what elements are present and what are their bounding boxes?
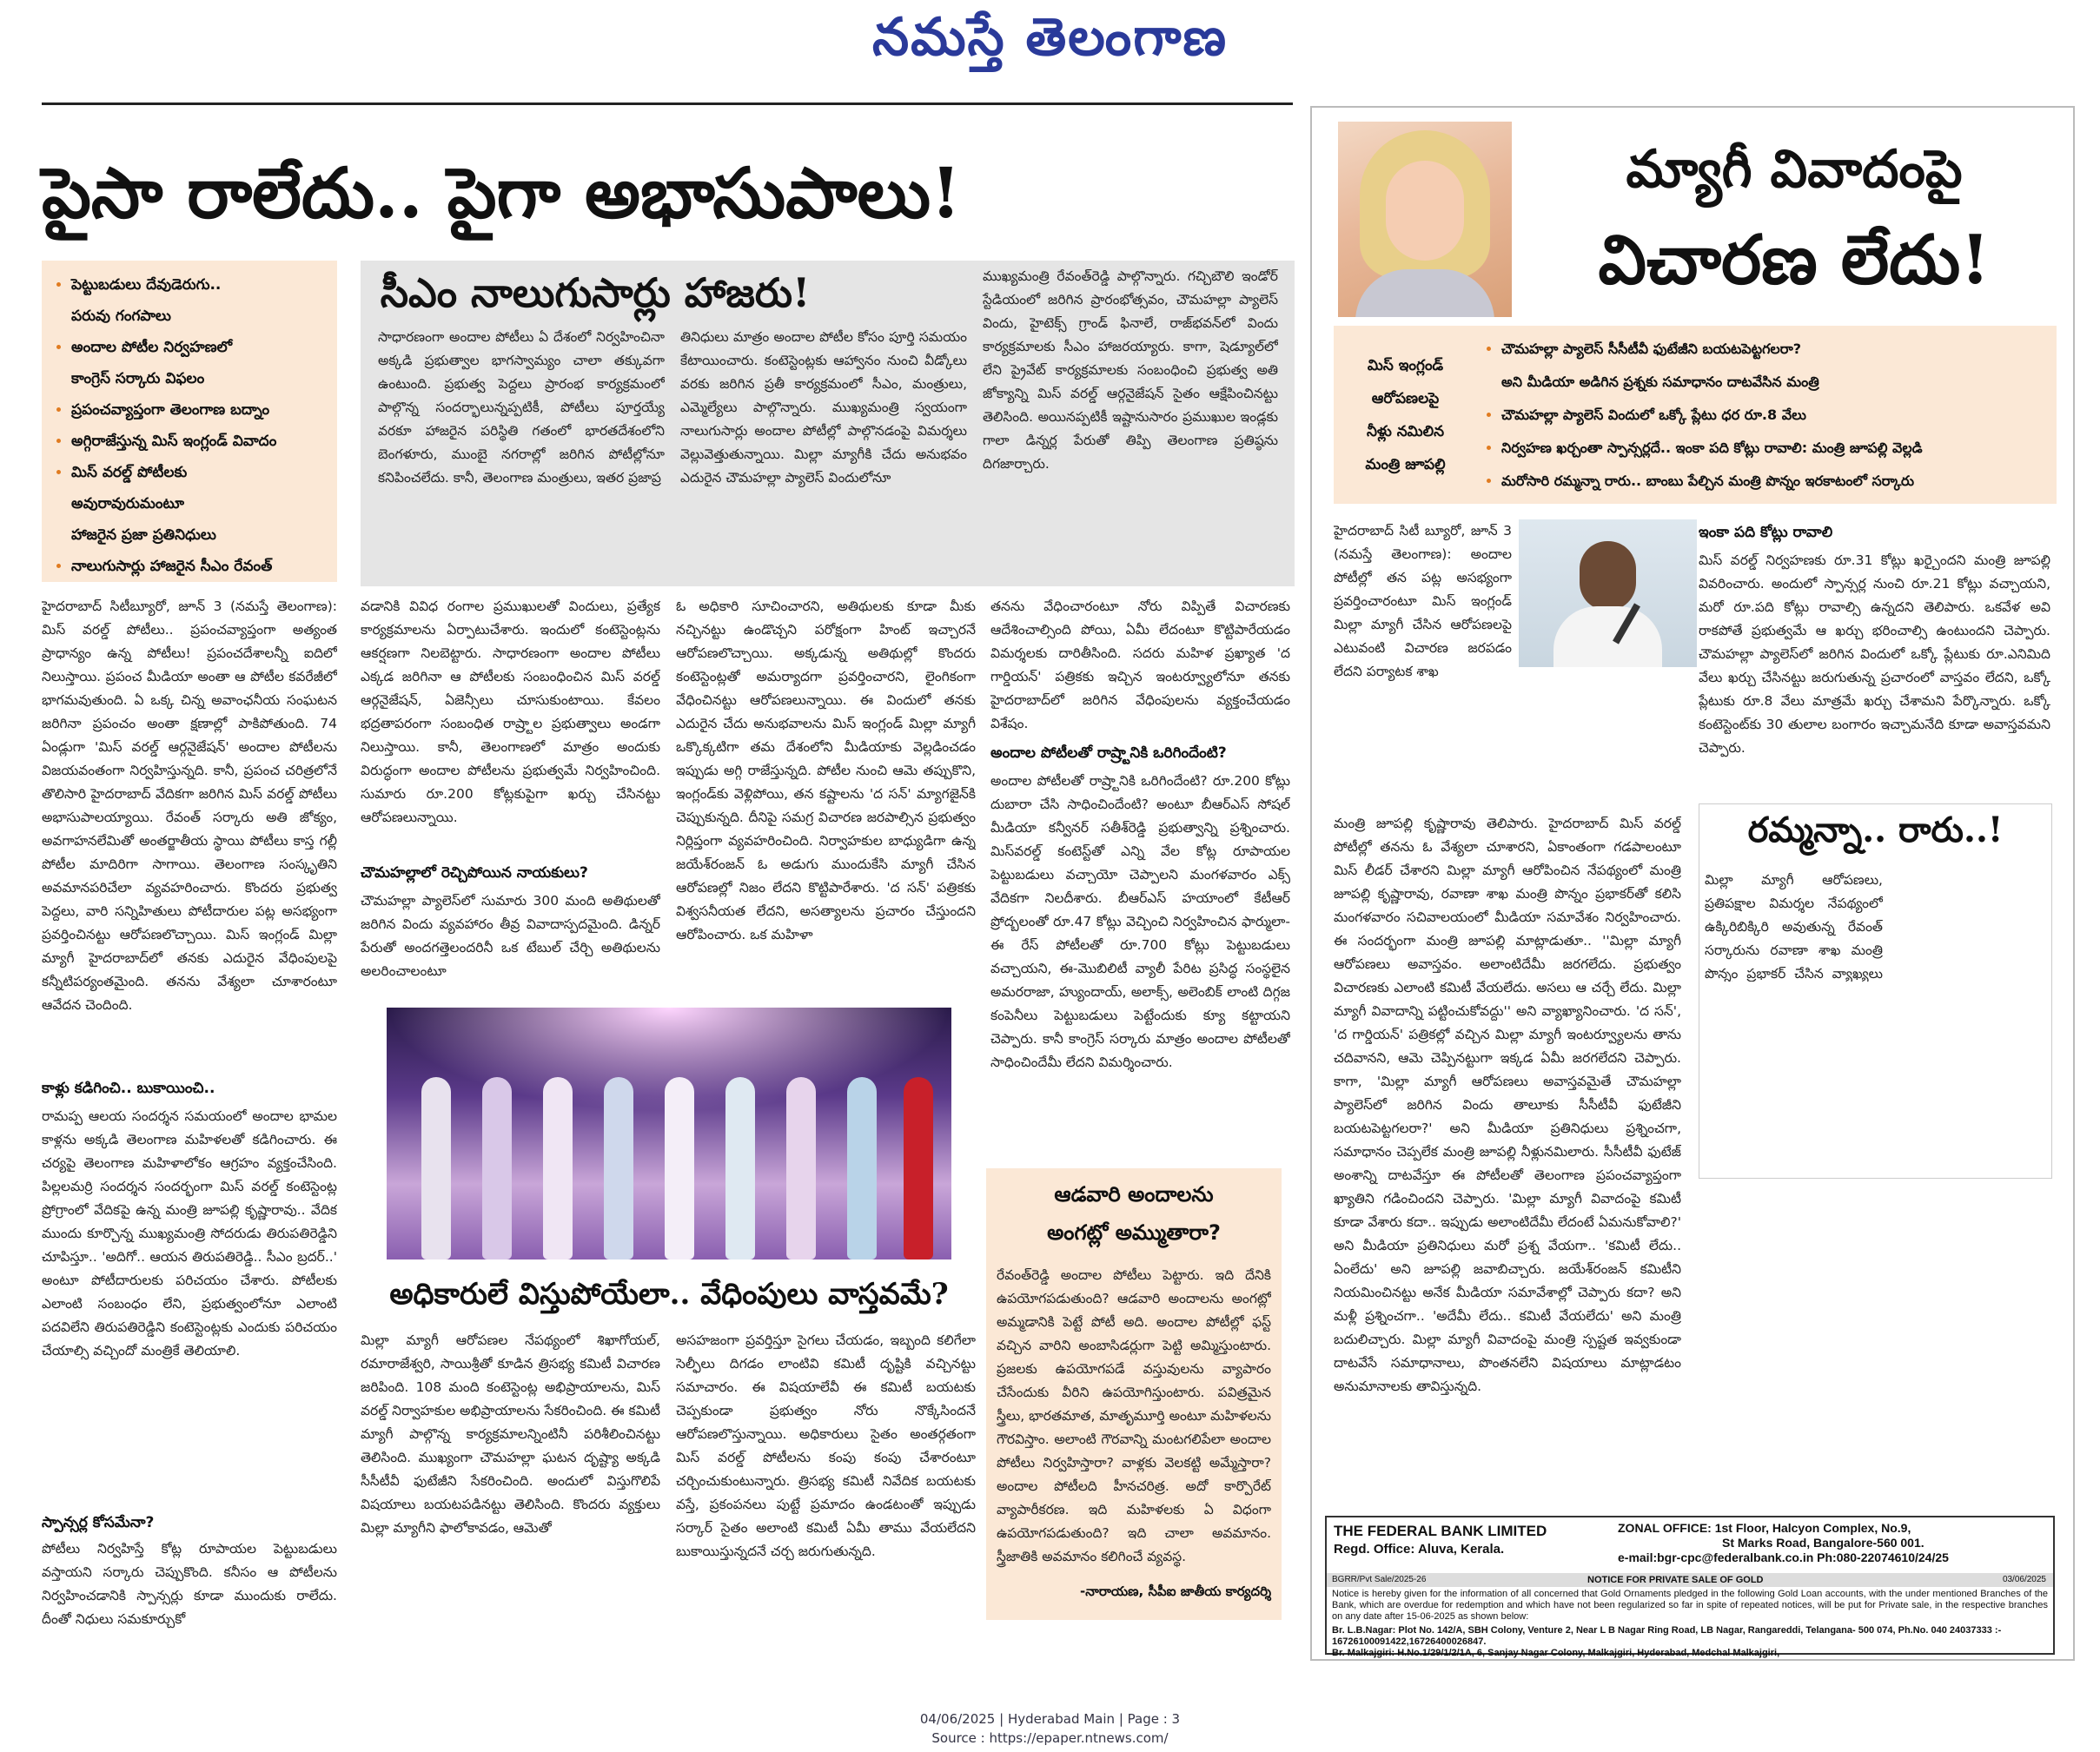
right-highlight-item: • చౌమహల్లా ప్యాలెస్ విందులో ఒక్కో ప్లేటు ధర రూ.8 వేలు <box>1501 399 2066 432</box>
contestant-figure <box>665 1077 694 1259</box>
left-col-intro: హైదరాబాద్ సిటీబ్యూరో, జూన్ 3 (నమస్తే తెలంగాణ): మిస్ వరల్డ్ పోటీలు.. ప్రపంచవ్యాప్తంగా అత్యంత ప్రాధాన్యం ఉన్న పోటీలు! ప్రపంచదేశాలన్నీ ఐదిలో నిలుస్తాయి. ప్రపంచ మీడియా అంతా ఆ పోటీల కవరేజీలో భాగమవుతుంది. ఏ ఒక్క చిన్న అవాంఛనీయ సంఘటన జరిగినా ప్రపంచం అంతా క్షణాల్లో పాకిపోతుంది. 74 ఏండ్లుగా 'మిస్ వరల్డ్ ఆర్గనైజేషన్' అందాల పోటీలను విజయవంతంగా నిర్వహిస్తున్నది. కానీ, ప్రపంచ చరిత్రలోనే తొలిసారి హైదరాబాద్ వేదికగా జరిగిన మిస్ వరల్డ్ పోటీలు అభాసుపాలయ్యాయి. రేవంత్ సర్కారు అతి జోక్యం, అవగాహనలేమితో అంతర్జాతీయ స్థాయి పోటీలు కాస్త గల్లీ పోటీల మాదిరిగా సాగాయి. తెలంగాణ సంస్కృతిని అవమానపరిచేలా వ్యవహరించారు. కొందరు ప్రభుత్వ పెద్దలు, వారి సన్నిహితులు పోటీదారుల పట్ల అసభ్యంగా ప్రవర్తించినట్టు ఆరోపణలొచ్చాయి. మిస్ ఇంగ్లండ్ మిల్లా మ్యాగీ హైదరాబాద్‌లో తనకు ఎదురైన వేధింపులపై కన్నీటిపర్యంతమైంది. తనను వేశ్యలా చూశారంటూ ఆవేదన చెందింది. <box>42 598 337 1013</box>
ad-branch: Br. Malkajgiri: H.No.1/29/1/2/1A, 6, Sanjay Nagar Colony, Malkajgiri, Hyderabad, Medchal Malkajgiri, <box>1332 1648 1780 1658</box>
right-highlight-item: • మరోసారి రమ్మన్నా రారు.. బాంబు పేల్చిన మంత్రి పొన్నం ఇరకాటంలో సర్కారు <box>1501 465 2066 498</box>
aadavaari-title-line1: ఆడవారి అందాలను <box>1054 1182 1214 1207</box>
highlight-item: హాజరైన ప్రజా ప్రతినిధులు <box>71 526 216 544</box>
masthead <box>0 0 2100 87</box>
rammanna-text-top: మిల్లా మ్యాగీ ఆరోపణలు, ప్రతిపక్షాల విమర్శల నేపథ్యంలో ఉక్కిరిబిక్కిరి అవుతున్న రేవంత్ సర్కారును రవాణా శాఖ మంత్రి పొన్నం ప్రభాకర్ చేసిన వ్యాఖ్యలు <box>1705 872 1883 982</box>
aadavaari-signature: -నారాయణ, సీపీఐ జాతీయ కార్యదర్శి <box>1080 1583 1271 1599</box>
right-col-a2: మంత్రి జూపల్లి కృష్ణారావు తెలిపారు. హైదరాబాద్ మిస్ వరల్డ్ పోటీల్లో తనను ఓ వేశ్యలా చూశారని, ఏకాంతంగా గడపాలంటూ మిస్ లీడర్ చేశారని మిల్లా మ్యాగీ ఆరోపించిన నేపథ్యంలో మంత్రి జూపల్లి కృష్ణారావు, రవాణా శాఖ మంత్రి పొన్నం ప్రభాకర్‌తో కలిసి మంగళవారం సచివాలయంలో మీడియా సమావేశం నిర్వహించారు. ఈ సందర్భంగా మంత్రి జూపల్లి మాట్లాడుతూ.. ''మిల్లా మ్యాగీ ఆరోపణలు అవాస్తవం. అలాంటిదేమీ జరగలేదు. ప్రభుత్వం విచారణకు ఎలాంటి కమిటీ వేయలేదు. అసలు ఆ చర్చే లేదు. మిల్లా మ్యాగీ వివాదాన్ని పట్టించుకోవద్దు'' అని వ్యాఖ్యానించారు. 'ద సన్', 'ద గార్డియన్' పత్రికల్లో వచ్చిన మిల్లా మ్యాగీ ఇంటర్వ్యూలను తాను చదివానని, ఆమె చెప్పినట్టుగా ఇక్కడ ఏమీ జరగలేదని చెప్పారు. కాగా, 'మిల్లా మ్యాగీ ఆరోపణలు అవాస్తవమైతే చౌమహల్లా ప్యాలెస్‌లో జరిగిన విందు తాలూకు సీసీటీవీ ఫుటేజీని బయటపెట్టగలరా?' అని మీడియా ప్రతినిధులు ప్రశ్నించగా, సమాధానం చెప్పలేక మంత్రి జూపల్లి నీళ్లునమిలారు. సీసీటీవీ ఫుటేజ్ అంశాన్ని దాటవేస్తూ ఈ పోటీలతో తెలంగాణ ప్రపంచవ్యాప్తంగా ఖ్యాతిని గడించిందని చెప్పారు. 'మిల్లా మ్యాగీ వివాదంపై కమిటీ కూడా వేశారు కదా.. ఇప్పుడు అలాంటిదేమీ లేదంటే ఏమనుకోవాలి?' అని మీడియా ప్రతినిధులు మరో ప్రశ్న వేయగా.. 'కమిటీ లేదు.. ఏంలేదు' అని జూపల్లి జవాబిచ్చారు. జయేశ్‌రంజన్ కమిటీని నియమించినట్టు అనేక మీడియా సమావేశాల్లో చెప్పారు కదా? అని మళ్లీ ప్రశ్నించగా.. 'అదేమీ లేదు.. కమిటీ వేయలేదు' అని మంత్రి బదులిచ్చారు. మిల్లా మ్యాగీ వివాదంపై మంత్రి స్పష్టత ఇవ్వకుండా దాటవేసే సమాధానాలు, పొంతనలేని విషయాలు మాట్లాడటం అనుమానాలకు తావిస్తున్నది. <box>1334 816 1681 1394</box>
label-line: మిస్ ఇంగ్లండ్ <box>1367 356 1444 374</box>
subhead-what-gained: అందాల పోటీలతో రాష్ర్టానికి ఒరిగిందేంటి? <box>990 744 1227 762</box>
page-footer <box>0 1709 2100 1748</box>
highlights-box <box>42 261 337 582</box>
ad-zonal-line: ZONAL OFFICE: 1st Floor, Halcyon Complex, No.9, <box>1618 1521 1911 1535</box>
mid-col1-text2: చౌమహల్లా ప్యాలెస్‌లో సుమారు 300 మంది అతిథులతో జరిగిన విందు వ్యవహారం తీవ్ర వివాదాస్పదమైంది. డిన్నర్ పేరుతో అందగత్తెలందరినీ ఒక టేబుల్ చేర్చి అతిథులను అలరించాలంటూ <box>361 893 660 979</box>
mid-col3-text2: అందాల పోటీలతో రాష్ర్టానికి ఒరిగిందేంటి? రూ.200 కోట్లు దుబారా చేసి సాధించిందేంటి? అంటూ బీఆర్ఎస్ సోషల్ మీడియా కన్వీనర్ సతీశ్‌రెడ్డి ప్రభుత్వాన్ని ప్రశ్నించారు. మిస్‌వరల్డ్ కంటెస్ట్‌తో ఎన్ని వేల కోట్ల రూపాయల పెట్టుబడులు వచ్చాయో చెప్పాలని మంగళవారం ఎక్స్ వేదికగా నిలదీశారు. బీఆర్ఎస్ హయాంలో కేటీఆర్ ప్రోద్బలంతో రూ.47 కోట్లు వెచ్చించి నిర్వహించిన ఫార్ములా-ఈ రేస్ పోటీలతో రూ.700 కోట్లు పెట్టుబడులు వచ్చాయని, ఈ-మొబిలిటీ వ్యాలీ పేరిట ప్రసిద్ధ సంస్థలైన అమరరాజా, హ్యుందాయ్, అలాక్స్, అలెంబిక్ లాంటి దిగ్గజ కంపెనీలు పెట్టుబడులు పెట్టేందుకు క్యూ కట్టాయని చెప్పారు. కానీ కాంగ్రెస్ సర్కారు మాత్రం అందాల పోటీలతో సాధించిందేమీ లేదని విమర్శించారు. <box>990 773 1290 1070</box>
contestant-figure <box>725 1077 755 1259</box>
ad-zonal-line: e-mail:bgr-cpc@federalbank.co.in Ph:080-22074610/24/25 <box>1618 1550 1949 1564</box>
cm-attendance-box <box>361 261 1295 586</box>
highlight-item: • అగ్గిరాజేస్తున్న మిస్ ఇంగ్లండ్ వివాదం <box>71 426 325 457</box>
ad-zonal-line: St Marks Road, Bangalore-560 001. <box>1722 1536 1924 1550</box>
top-rule <box>42 102 1293 105</box>
ad-bank-name: THE FEDERAL BANK LIMITED <box>1334 1523 1547 1539</box>
footer-edition: Hyderabad Main <box>1007 1711 1116 1727</box>
highlight-item: పరువు గంగపాలు <box>71 307 171 325</box>
footer-source[interactable]: Source : https://epaper.ntnews.com/ <box>931 1730 1169 1746</box>
cm-box-col1: సాధారణంగా అందాల పోటీలు ఏ దేశంలో నిర్వహించినా అక్కడి ప్రభుత్వాల భాగస్వామ్యం చాలా తక్కువగా ఉంటుంది. ప్రభుత్వ పెద్దలు ప్రారంభ కార్యక్రమంలో పాల్గొన్న సందర్భాలున్నప్పటికీ, పోటీలు పూర్తయ్యే వరకూ హాజరైన పరిస్థితి గతంలో భారతదేశంలోని బెంగళూరు, ముంబై నగరాల్లో జరిగిన పోటీల్లోనూ కనిపించలేదు. కానీ, తెలంగాణ మంత్రులు, ఇతర ప్రజాప్ర <box>378 329 665 486</box>
label-line: ఆరోపణలపై <box>1371 389 1440 407</box>
right-headline <box>1529 130 2059 321</box>
subhead-sponsors: స్పాన్సర్ల కోసమేనా? <box>42 1514 155 1531</box>
portrait-dress <box>1355 269 1494 317</box>
left-col-text2: పోటీలు నిర్వహిస్తే కోట్ల రూపాయల పెట్టుబడులు వస్తాయని సర్కారు చెప్పుకొంది. కనీసం ఆ పోటీలను నిర్వహించడానికి స్పాన్సర్లు కూడా ముందుకు రాలేదు. దీంతో నిధులు సమకూర్చుకో <box>42 1541 337 1627</box>
highlight-item: • నాలుగుసార్లు హాజరైన సీఎం రేవంత్ <box>71 551 325 582</box>
contestant-figure <box>847 1077 877 1259</box>
aadavaari-title <box>986 1175 1282 1252</box>
ad-zonal-office <box>1618 1521 2048 1565</box>
highlight-item: • మిస్ వరల్డ్ పోటీలకు <box>71 457 325 488</box>
under-photo-col1: మిల్లా మ్యాగీ ఆరోపణల నేపథ్యంలో శిఖాగోయల్, రమారాజేశ్వరి, సాయిశ్రీతో కూడిన త్రిసభ్య కమిటీ విచారణ జరిపింది. 108 మంది కంటెస్టెంట్ల అభిప్రాయాలను, మిస్ వరల్డ్ నిర్వాహకుల అభిప్రాయాలను సేకరించింది. ఈ కమిటీ మ్యాగీ పాల్గొన్న కార్యక్రమాలన్నింటినీ పరిశీలించినట్టు తెలిసింది. ముఖ్యంగా చౌమహల్లా ఘటన దృష్ట్యా అక్కడి సీసీటీవీ ఫుటేజీని సేకరించింది. అందులో విస్తుగొలిపే విషయాలు బయటపడినట్టు తెలిసింది. కొందరు వ్యక్తులు మిల్లా మ్యాగీని ఫాలోకావడం, ఆమెతో <box>361 1332 660 1536</box>
cm-box-title: సీఎం నాలుగుసార్లు హాజరు! <box>380 269 811 316</box>
footer-line1: 04/06/2025 | Hyderabad Main | Page : 3 <box>919 1711 1181 1727</box>
right-highlights-label <box>1334 326 1477 504</box>
ad-notice-text: Notice is hereby given for the information of all concerned that Gold Ornaments pledged in the following Gold Loan accounts, with the under mentioned Branches of the Bank, which are overdue for redemption and which have not been regularized so far in spite of repeated notices, will be put for Private sale, in the respective branches on any date after 15-06-2025 as shown below: <box>1332 1589 2048 1622</box>
highlight-item: కాంగ్రెస్ సర్కారు విఫలం <box>71 370 205 387</box>
footer-page: Page : 3 <box>1127 1711 1181 1727</box>
rammanna-text-bottom <box>1705 986 2045 1481</box>
main-headline: పైసా రాలేదు.. పైగా అభాసుపాలు! <box>42 152 962 234</box>
jupally-photo <box>1519 519 1697 667</box>
contestant-figure <box>904 1077 933 1259</box>
contestant-figure <box>421 1077 451 1259</box>
ad-notice-strip <box>1327 1573 2053 1587</box>
aadavaari-text: రేవంత్‌రెడ్డి అందాల పోటీలు పెట్టారు. ఇది దేనికి ఉపయోగపడుతుంది? ఆడవారి అందాలను అంగట్లో అమ్మడానికి పెట్టే పోటీ అది. అందాల పోటీల్లో ఫస్ట్ వచ్చిన వారిని అంబాసిడర్లుగా పెట్టి అమ్మిస్తుంటారు. ప్రజలకు ఉపయోగపడే వస్తువులను వ్యాపారం చేసేందుకు వీరిని ఉపయోగిస్తుంటారు. పవిత్రమైన స్త్రీలు, భారతమాత, మాతృమూర్తి అంటూ మహిళలను గౌరవిస్తాం. అలాంటి గౌరవాన్ని మంటగలిపేలా అందాల పోటీలు నిర్వహిస్తారా? వాళ్లకు వెలకట్టి అమ్మేస్తారా? అందాల పోటీలది హీనచరిత్ర. అదో కార్పొరేట్ వ్యాపారీకరణ. ఇది మహిళలకు ఏ విధంగా ఉపయోగపడుతుంది? ఇది చాలా అవమానం. స్త్రీజాతికి అవమానం కలిగించే వ్యవస్థ. <box>997 1267 1271 1564</box>
ad-branches <box>1332 1625 2048 1659</box>
portrait-face <box>1386 161 1464 261</box>
minister-body <box>1553 606 1662 667</box>
right-col-b: మిస్ వరల్డ్ నిర్వహణకు రూ.31 కోట్లు ఖర్చైందని మంత్రి జూపల్లి వివరించారు. అందులో స్పాన్సర్ల నుంచి రూ.21 కోట్లు వచ్చాయని, మరో రూ.పది కోట్లు రావాల్సి ఉన్నదని తెలిపారు. ఒకవేళ అవి రాకపోతే ప్రభుత్వమే ఆ ఖర్చు భరించాల్సి ఉంటుందని చెప్పారు. చౌమహల్లా ప్యాలెస్‌లో జరిగిన విందులో ఒక్కో ప్లేటుకు రూ.ఎనిమిది వేలు ఖర్చు చేసినట్టు జరుగుతున్న ప్రచారంలో వాస్తవం లేదని, ఒక్కో ప్లేటుకు రూ.8 వేలు మాత్రమే ఖర్చు చేశామని పేర్కొన్నారు. ఒక్కో కంటెస్టెంట్‌కు 30 తులాల బంగారం ఇచ్చామనేది కూడా అవాస్తవమని చెప్పారు. <box>1699 552 2050 756</box>
contestant-figure <box>482 1077 512 1259</box>
footer-date: 04/06/2025 <box>919 1711 996 1727</box>
aadavaari-box <box>986 1168 1282 1620</box>
minister-head <box>1580 541 1636 611</box>
highlight-item: అవురావురుమంటూ <box>71 495 184 512</box>
right-highlights-box <box>1334 326 2057 504</box>
masthead-logo: నమస్తే తెలంగాణ <box>871 7 1229 68</box>
label-line: మంత్రి జూపల్లి <box>1365 455 1446 473</box>
left-col-text1: రామప్ప ఆలయ సందర్శన సమయంలో అందాల భామల కాళ్లను అక్కడి తెలంగాణ మహిళలతో కడిగించారు. ఈ చర్యపై తెలంగాణ మహిళాలోకం ఆగ్రహం వ్యక్తంచేసింది. పిల్లలమర్రి సందర్శన సందర్భంగా మిస్ వరల్డ్ కంటెస్టెంట్ల ప్రోగ్రాంలో వేదికపై ఉన్న మంత్రి జూపల్లి కృష్ణారావు.. వేదిక ముందు కూర్చొన్న ముఖ్యమంత్రి సోదరుడు తిరుపతిరెడ్డిని చూపిస్తూ.. 'అదిగో.. ఆయన తిరుపతిరెడ్డి.. సీఎం బ్రదర్..' అంటూ పోటీదారులకు పరిచయం చేశారు. పోటీలకు ఎలాంటి సంబంధం లేని, ప్రభుత్వంలోనూ ఎలాంటి పదవిలేని తిరుపతిరెడ్డిని కంటెస్టెంట్లకు ఎందుకు పరిచయం చేయాల్సి వచ్చిందో మంత్రికే తెలియాలి. <box>42 1108 337 1359</box>
aadavaari-title-line2: అంగట్లో అమ్ముతారా? <box>1047 1220 1221 1245</box>
right-highlight-item: • నిర్వహణ ఖర్చంతా స్పాన్సర్లదే.. ఇంకా పది కోట్లు రావాలి: మంత్రి జూపల్లి వెల్లడి <box>1501 432 2066 465</box>
highlight-item: • పెట్టుబడులు దేవుడెరుగు.. <box>71 269 325 301</box>
cm-box-col3: ముఖ్యమంత్రి రేవంత్‌రెడ్డి పాల్గొన్నారు. గచ్చిబౌలి ఇండోర్ స్టేడియంలో జరిగిన ప్రారంభోత్సవం, చౌమహల్లా ప్యాలెస్ విందు, హైటెక్స్ గ్రాండ్ ఫినాలే, రాజ్‌భవన్‌లో విందు కార్యక్రమాలకు సీఎం హాజరయ్యారు. కాగా, షెడ్యూల్‌లో లేని ప్రైవేట్ కార్యక్రమాలకు సంబంధించి ప్రభుత్వ అతి జోక్యాన్ని మిస్ వరల్డ్ ఆర్గనైజేషన్ సైతం ఆక్షేపించినట్టు తెలిసింది. అయినప్పటికీ ఇష్టానుసారం ప్రముఖుల ఇండ్లకు గాలా డిన్నర్ల పేరుతో తిప్పి తెలంగాణ ప్రతిష్ఠను దిగజార్చారు. <box>983 268 1278 472</box>
highlight-item: • ప్రపంచవ్యాప్తంగా తెలంగాణ బద్నాం <box>71 394 325 426</box>
mid-col2-text: ఓ అధికారి సూచించారని, అతిథులకు కూడా మీకు నచ్చినట్టు ఉండొచ్చని పరోక్షంగా హింట్ ఇచ్చారనే ఆరోపణలొచ్చాయి. అక్కడున్న అతిథుల్లో కొందరు కంటెస్టెంట్లతో అమర్యాదగా ప్రవర్తించారని, లైంగికంగా వేధించినట్టు ఆరోపణలున్నాయి. ఈ విందులో తనకు ఎదురైన చేదు అనుభవాలను మిస్ ఇంగ్లండ్ మిల్లా మ్యాగీ ఒక్కొక్కటిగా తమ దేశంలోని మీడియాకు వెల్లడించడం ఇప్పుడు అగ్గి రాజేస్తున్నది. పోటీల నుంచి ఆమె తప్పుకొని, ఇంగ్లండ్‌కు వెళ్లిపోయి, తన కష్టాలను 'ద సన్' మ్యాగజైన్‌కి చెప్పుకున్నది. దీనిపై సమగ్ర విచారణ జరపాల్సిన ప్రభుత్వం నిర్లిప్తంగా వ్యవహరించింది. నిర్వాహకుల బాధ్యుడిగా ఉన్న జయేశ్‌రంజన్ ఓ అడుగు ముందుకేసి మ్యాగీ చేసిన ఆరోపణల్లో నిజం లేదని కొట్టిపారేశారు. 'ద సన్' పత్రికకు విశ్వసనీయత లేదని, అసత్యాలను ప్రచారం చేస్తుందని ఆరోపించారు. ఒక మహిళా <box>676 598 976 942</box>
subhead-ten-crore: ఇంకా పది కోట్లు రావాలి <box>1699 524 1833 541</box>
right-headline-line2: విచారణ లేదు! <box>1598 221 1991 300</box>
under-photo-col2: అసహజంగా ప్రవర్తిస్తూ సైగలు చేయడం, ఇబ్బంది కలిగేలా సెల్ఫీలు దిగడం లాంటివి కమిటీ దృష్టికి వచ్చినట్టు సమాచారం. ఈ విషయాలేవీ ఈ కమిటీ బయటకు చెప్పకుండా ప్రభుత్వం నోరు నొక్కేసిందనే ఆరోపణలొస్తున్నాయి. అధికారులు సైతం అంతర్గతంగా మిస్ వరల్డ్ పోటీలను కంపు కంపు చేశారంటూ చర్చించుకుంటున్నారు. త్రిసభ్య కమిటీ నివేదిక బయటకు వస్తే, ప్రకంపనలు పుట్టే ప్రమాదం ఉండటంతో ఇప్పుడు సర్కార్ సైతం అలాంటి కమిటీ ఏమీ తాము వేయలేదని బుకాయిస్తున్నదనే చర్చ జరుగుతున్నది. <box>676 1332 976 1559</box>
ad-date: 03/06/2025 <box>2002 1575 2046 1584</box>
contestants-photo <box>387 1008 951 1259</box>
right-highlight-item: అని మీడియా అడిగిన ప్రశ్నకు సమాధానం దాటవేసిన మంత్రి <box>1501 374 1819 390</box>
highlights-list <box>54 269 325 582</box>
photo-caption: అధికారులే విస్తుపోయేలా.. వేధింపులు వాస్తవమే? <box>389 1277 949 1312</box>
right-highlight-item: • చౌమహల్లా ప్యాలెస్ సీసీటీవీ ఫుటేజీని బయటపెట్టగలరా? <box>1501 333 2066 366</box>
right-highlights-list <box>1486 333 2066 498</box>
right-col-a1: హైదరాబాద్ సిటీ బ్యూరో, జూన్ 3 (నమస్తే తెలంగాణ): అందాల పోటీల్లో తన పట్ల అసభ్యంగా ప్రవర్తించారంటూ మిస్ ఇంగ్లండ్ మిల్లా మ్యాగీ చేసిన ఆరోపణలపై ఎటువంటి విచారణ జరపడం లేదని పర్యాటక శాఖ <box>1334 523 1512 679</box>
cm-box-col2: తినిధులు మాత్రం అందాల పోటీల కోసం పూర్తి సమయం కేటాయించారు. కంటెస్టెంట్లకు ఆహ్వానం నుంచి వీడ్కోలు వరకు జరిగిన ప్రతీ కార్యక్రమంలో సీఎం, మంత్రులు, ఎమ్మెల్యేలు పాల్గొన్నారు. ముఖ్యమంత్రి స్వయంగా నాలుగుసార్లు అందాల పోటీల్లో పాల్గొనడంపై విమర్శలు వెల్లువెత్తుతున్నాయి. మిల్లా మ్యాగీకి చేదు అనుభవం ఎదురైన చౌమహల్లా ప్యాలెస్ విందులోనూ <box>680 329 967 486</box>
federal-bank-ad <box>1325 1516 2055 1658</box>
contestant-figure <box>543 1077 573 1259</box>
contestant-figure <box>786 1077 816 1259</box>
ad-regd-office: Regd. Office: Aluva, Kerala. <box>1334 1542 1505 1557</box>
ad-branch: Br. L.B.Nagar: Plot No. 142/A, SBH Colony, Venture 2, Near L B Nagar Ring Road, LB Nagar, Rangareddi, Telangana- 500 074, Ph.No. 040 24037333 :- 16726100091422,16726400026847. <box>1332 1625 2002 1647</box>
contestant-figure <box>604 1077 633 1259</box>
right-headline-line1: మ్యాగీ వివాదంపై <box>1626 139 1963 200</box>
label-line: నీళ్లు నమిలిన <box>1366 422 1445 440</box>
ad-ref: BGRR/Pvt Sale/2025-26 <box>1332 1575 1427 1584</box>
subhead-kallu: కాళ్లు కడిగించి.. బుకాయించి.. <box>42 1080 215 1097</box>
mid-col1-text: వడానికి వివిధ రంగాల ప్రముఖులతో విందులు, ప్రత్యేక కార్యక్రమాలను ఏర్పాటుచేశారు. ఇందులో కంటెస్టెంట్లను ఆకర్షణగా నిలబెట్టారు. సాధారణంగా అందాల పోటీలు ఎక్కడ జరిగినా ఆ పోటీలకు సంబంధించిన మిస్ వరల్డ్ ఆర్గనైజేషన్, ఏజెన్సీలు చూసుకుంటాయి. కేవలం భద్రతాపరంగా సంబంధిత రాష్ర్టాల ప్రభుత్వాలు అండగా నిలుస్తాయి. కానీ, తెలంగాణలో మాత్రం అందుకు విరుద్ధంగా అందాల పోటీలను ప్రభుత్వమే నిర్వహించింది. సుమారు రూ.200 కోట్లకుపైగా ఖర్చు చేసినట్టు ఆరోపణలున్నాయి. <box>361 598 660 825</box>
mid-col3-text: తనను వేధించారంటూ నోరు విప్పితే విచారణకు ఆదేశించాల్సింది పోయి, ఏమీ లేదంటూ కొట్టిపారేయడం విమర్శలకు దారితీసింది. సదరు మహిళ ప్రఖ్యాత 'ద గార్డియన్' పత్రికకు ఇచ్చిన ఇంటర్వ్యూలోనూ తనకు హైదరాబాద్‌లో జరిగిన వేధింపులను వ్యక్తంచేయడం విశేషం. <box>990 598 1290 731</box>
subhead-chowmahalla: చౌమహల్లాలో రెచ్చిపోయిన నాయకులు? <box>361 864 588 882</box>
milla-magee-portrait <box>1338 122 1512 317</box>
highlight-item: • అందాల పోటీల నిర్వహణలో <box>71 332 325 363</box>
ad-notice-title: NOTICE FOR PRIVATE SALE OF GOLD <box>1587 1575 1764 1585</box>
rammanna-title: రమ్మన్నా.. రారు..! <box>1747 810 2004 850</box>
